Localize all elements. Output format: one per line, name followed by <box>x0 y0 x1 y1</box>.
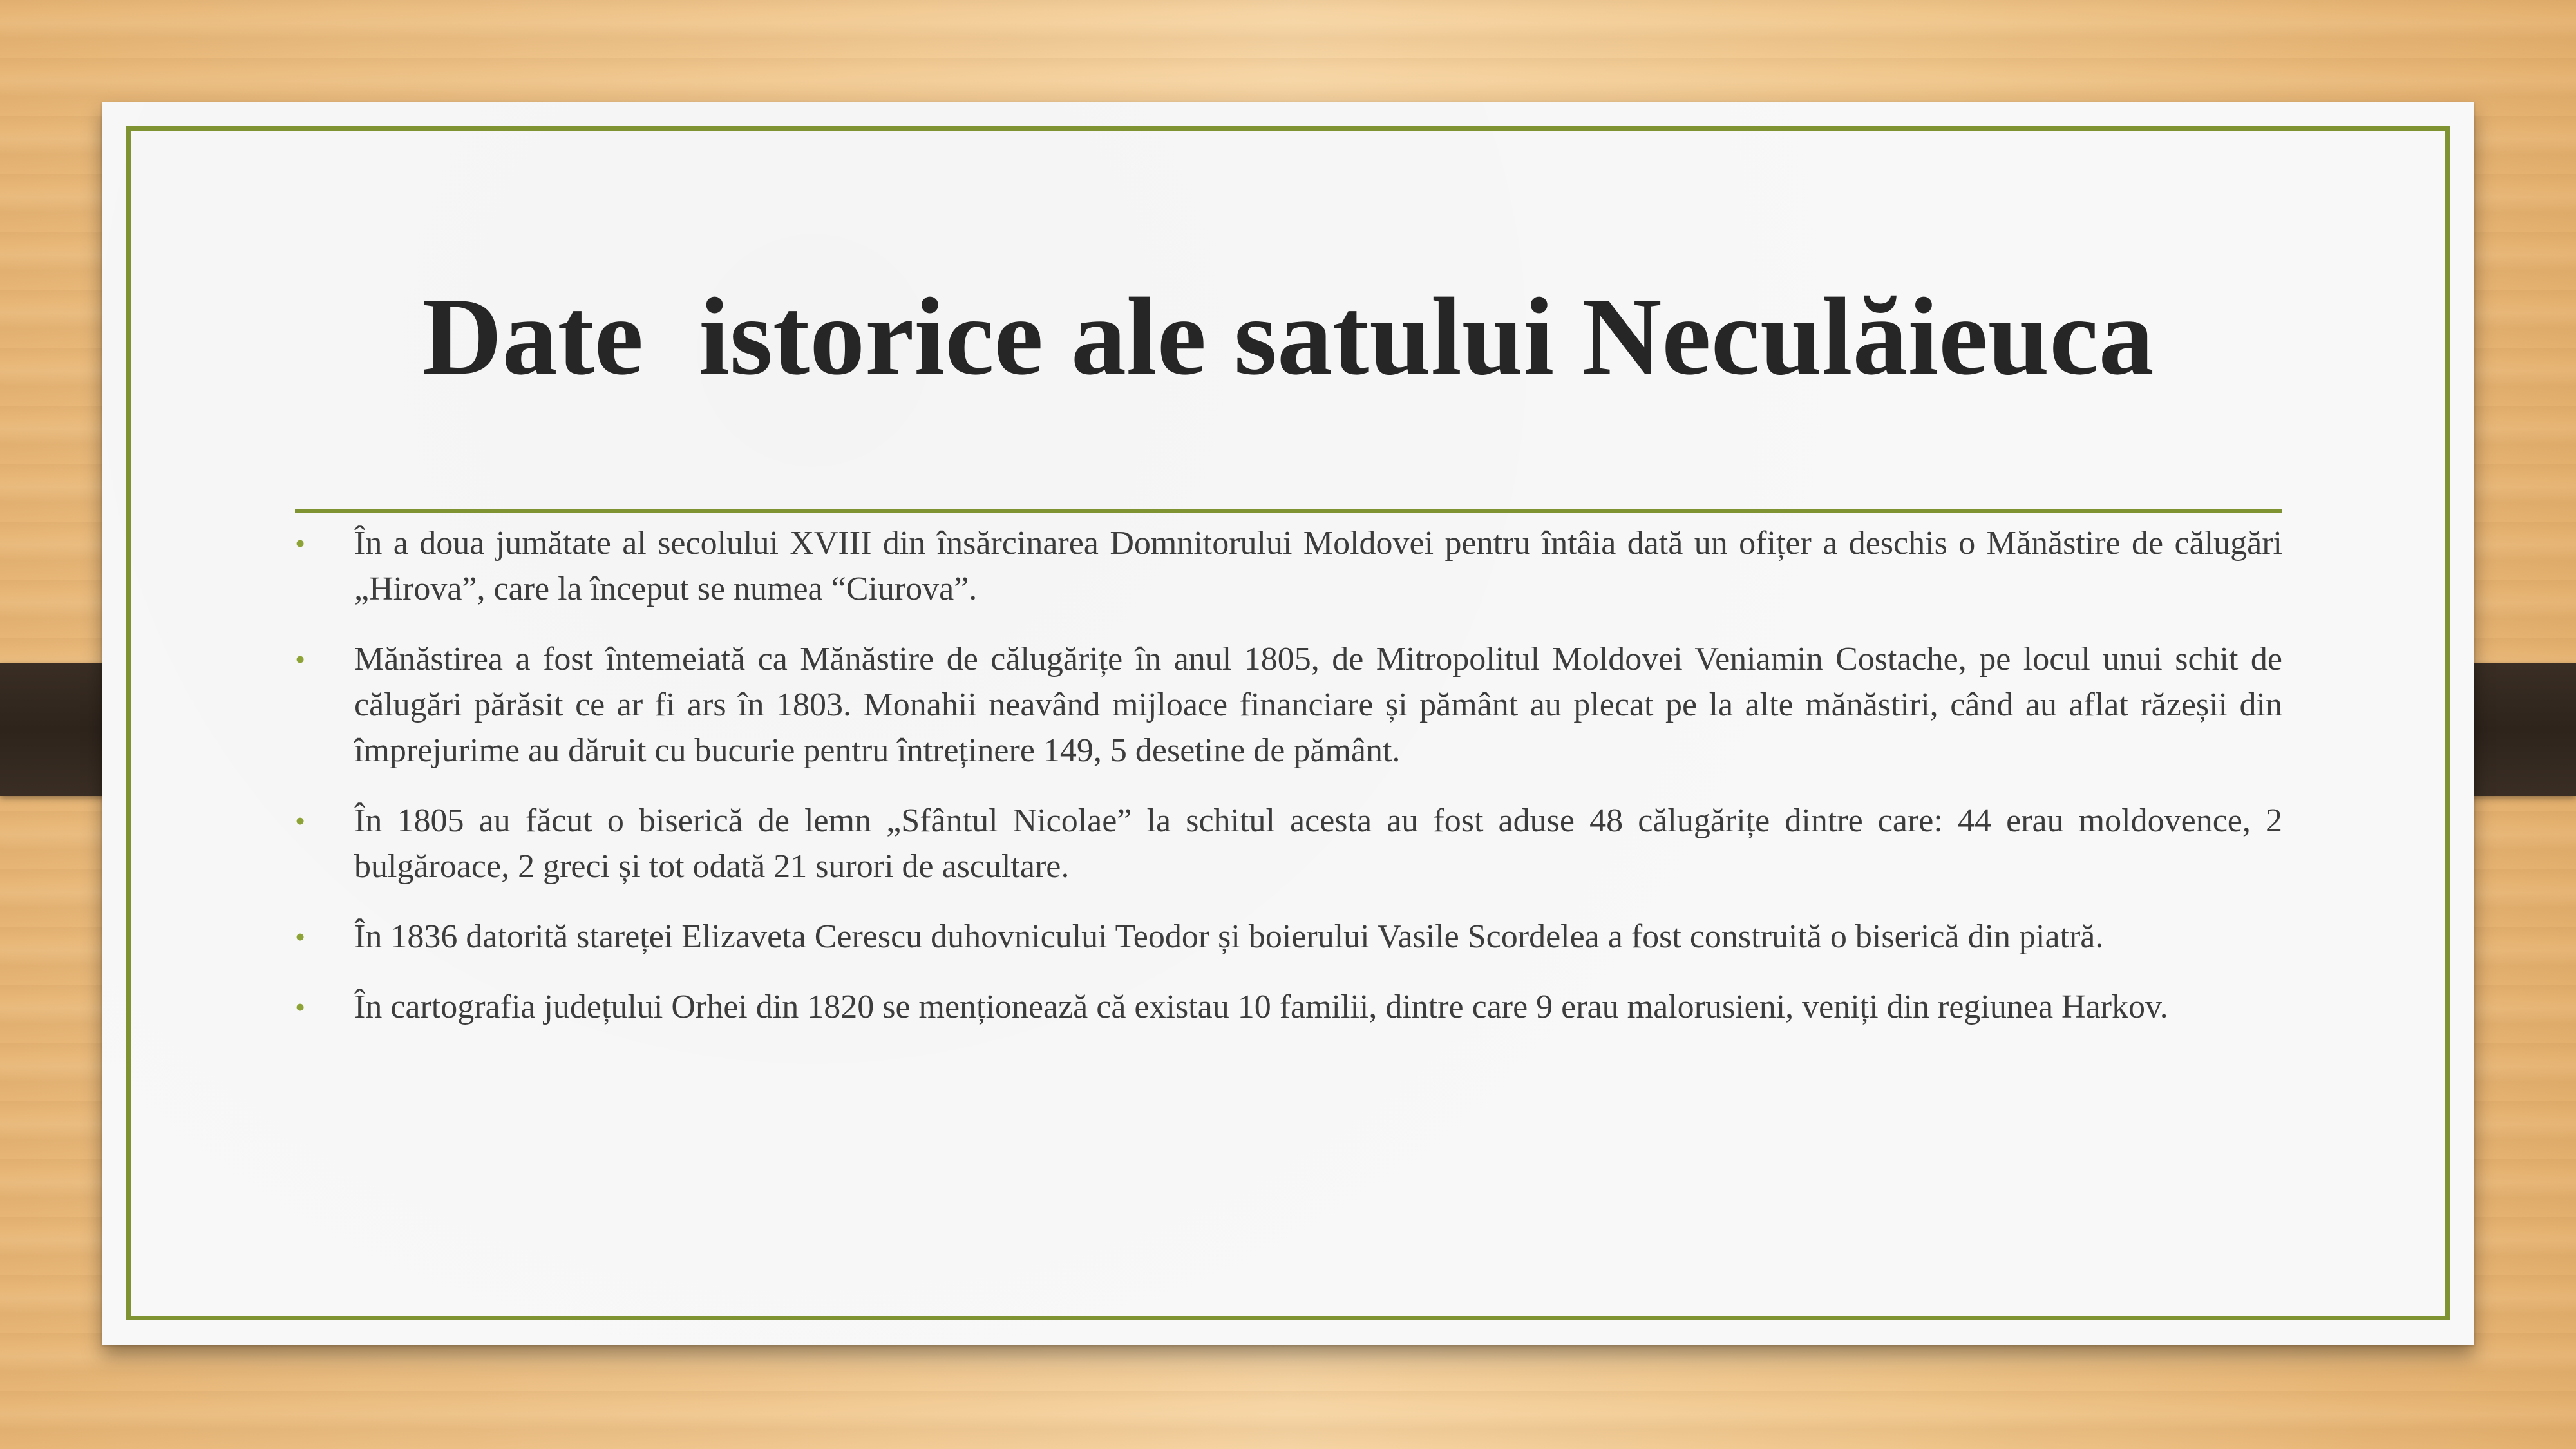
bullet-item <box>295 636 2282 773</box>
bullet-dot-icon: • <box>295 643 306 676</box>
bullet-text: În cartografia județului Orhei din 1820 se menționează că existau 10 familii, dintre care 9 erau malorusieni, veniți din regiunea Harkov. <box>354 989 2168 1025</box>
bullet-text: În 1805 au făcut o biserică de lemn „Sfântul Nicolae” la schitul acesta au fost aduse 48 călugărițe dintre care: 44 erau moldovence, 2 bulgăroace, 2 greci și tot odată 21 surori de ascultare. <box>354 802 2282 885</box>
bullet-list <box>295 520 2282 1054</box>
bullet-item <box>295 520 2282 612</box>
bullet-text: Mănăstirea a fost întemeiată ca Mănăstire de călugărițe în anul 1805, de Mitropolitul Moldovei Veniamin Costache, pe locul unui schit de călugări părăsit ce ar fi ars în 1803. Monahii neavând mijloace financiare și pământ au plecat pe la alte mănăstiri, când au aflat răzeșii din împrejurime au dăruit cu bucurie pentru întreținere 149, 5 desetine de pământ. <box>354 641 2282 769</box>
bullet-dot-icon: • <box>295 920 306 953</box>
bullet-item <box>295 914 2282 960</box>
slide-title: Date istorice ale satului Neculăieuca <box>422 276 2154 398</box>
bullet-item <box>295 984 2282 1030</box>
bullet-dot-icon: • <box>295 527 306 560</box>
bullet-text: În a doua jumătate al secolului XVIII din însărcinarea Domnitorului Moldovei pentru întâia dată un ofițer a deschis o Mănăstire de călugări „Hirova”, care la început se numea “Ciurova”. <box>354 525 2282 607</box>
bullet-dot-icon: • <box>295 804 306 837</box>
bullet-dot-icon: • <box>295 990 306 1023</box>
bullet-text: În 1836 datorită stareței Elizaveta Cerescu duhovnicului Teodor și boierului Vasile Scordelea a fost construită o biserică din piatră. <box>354 918 2104 955</box>
slide-paper <box>102 102 2474 1345</box>
title-divider <box>295 509 2282 513</box>
bullet-item <box>295 798 2282 889</box>
